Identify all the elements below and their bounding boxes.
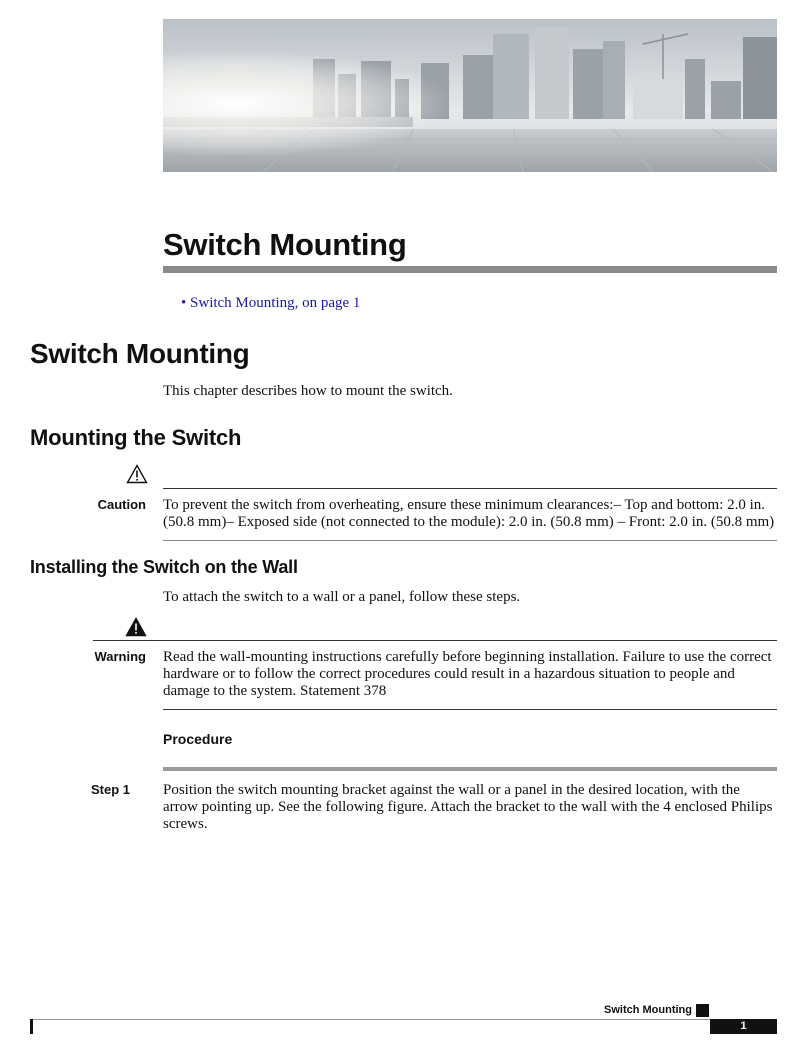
warning-bottom-rule bbox=[163, 709, 777, 710]
procedure-rule bbox=[163, 767, 777, 771]
wall-install-title: Installing the Switch on the Wall bbox=[30, 557, 298, 577]
footer-marker bbox=[696, 1004, 709, 1017]
step-text: Position the switch mounting bracket against the wall or a panel in the desired location, with the arrow pointing up. See the following figure. Attach the bracket to the wall with the 4 enclosed Philips screws. bbox=[163, 782, 773, 832]
footer-rule bbox=[30, 1019, 777, 1020]
toc-link-switch-mounting[interactable]: • Switch Mounting, on page 1 bbox=[181, 295, 361, 311]
warning-top-rule bbox=[93, 640, 777, 641]
chapter-title-rule bbox=[163, 266, 777, 273]
mounting-title: Mounting the Switch bbox=[30, 425, 242, 450]
warning-triangle-icon bbox=[125, 617, 147, 642]
warning-label: Warning bbox=[94, 649, 146, 664]
caution-label: Caution bbox=[97, 497, 146, 512]
caution-text: To prevent the switch from overheating, ensure these minimum clearances:– Top and bottom: 2.0 in. (50.8 mm)– Exposed side (not connected to the module): 2.0 in. (50.8 mm) – Front: 2.0 in. (50.8 mm) bbox=[163, 497, 775, 530]
footer-title: Switch Mounting bbox=[604, 1004, 692, 1016]
step-label: Step 1 bbox=[90, 782, 130, 797]
section-title: Switch Mounting bbox=[30, 338, 250, 369]
chapter-title: Switch Mounting bbox=[163, 227, 407, 262]
header-banner-image bbox=[163, 19, 777, 172]
footer-tick bbox=[30, 1019, 33, 1034]
caution-bottom-rule bbox=[163, 540, 777, 541]
caution-triangle-icon bbox=[126, 464, 148, 489]
caution-top-rule bbox=[163, 488, 777, 489]
wall-install-intro: To attach the switch to a wall or a panel, follow these steps. bbox=[163, 589, 521, 605]
page-number: 1 bbox=[710, 1019, 777, 1034]
warning-text: Read the wall-mounting instructions carefully before beginning installation. Failure to use the correct hardware or to follow the correct procedures could result in a hazardous situation to people and damage to the system. Statement 378 bbox=[163, 649, 772, 699]
section-intro: This chapter describes how to mount the switch. bbox=[163, 383, 453, 399]
toc-link-text[interactable]: Switch Mounting, on page 1 bbox=[190, 295, 361, 311]
procedure-heading: Procedure bbox=[163, 731, 233, 747]
